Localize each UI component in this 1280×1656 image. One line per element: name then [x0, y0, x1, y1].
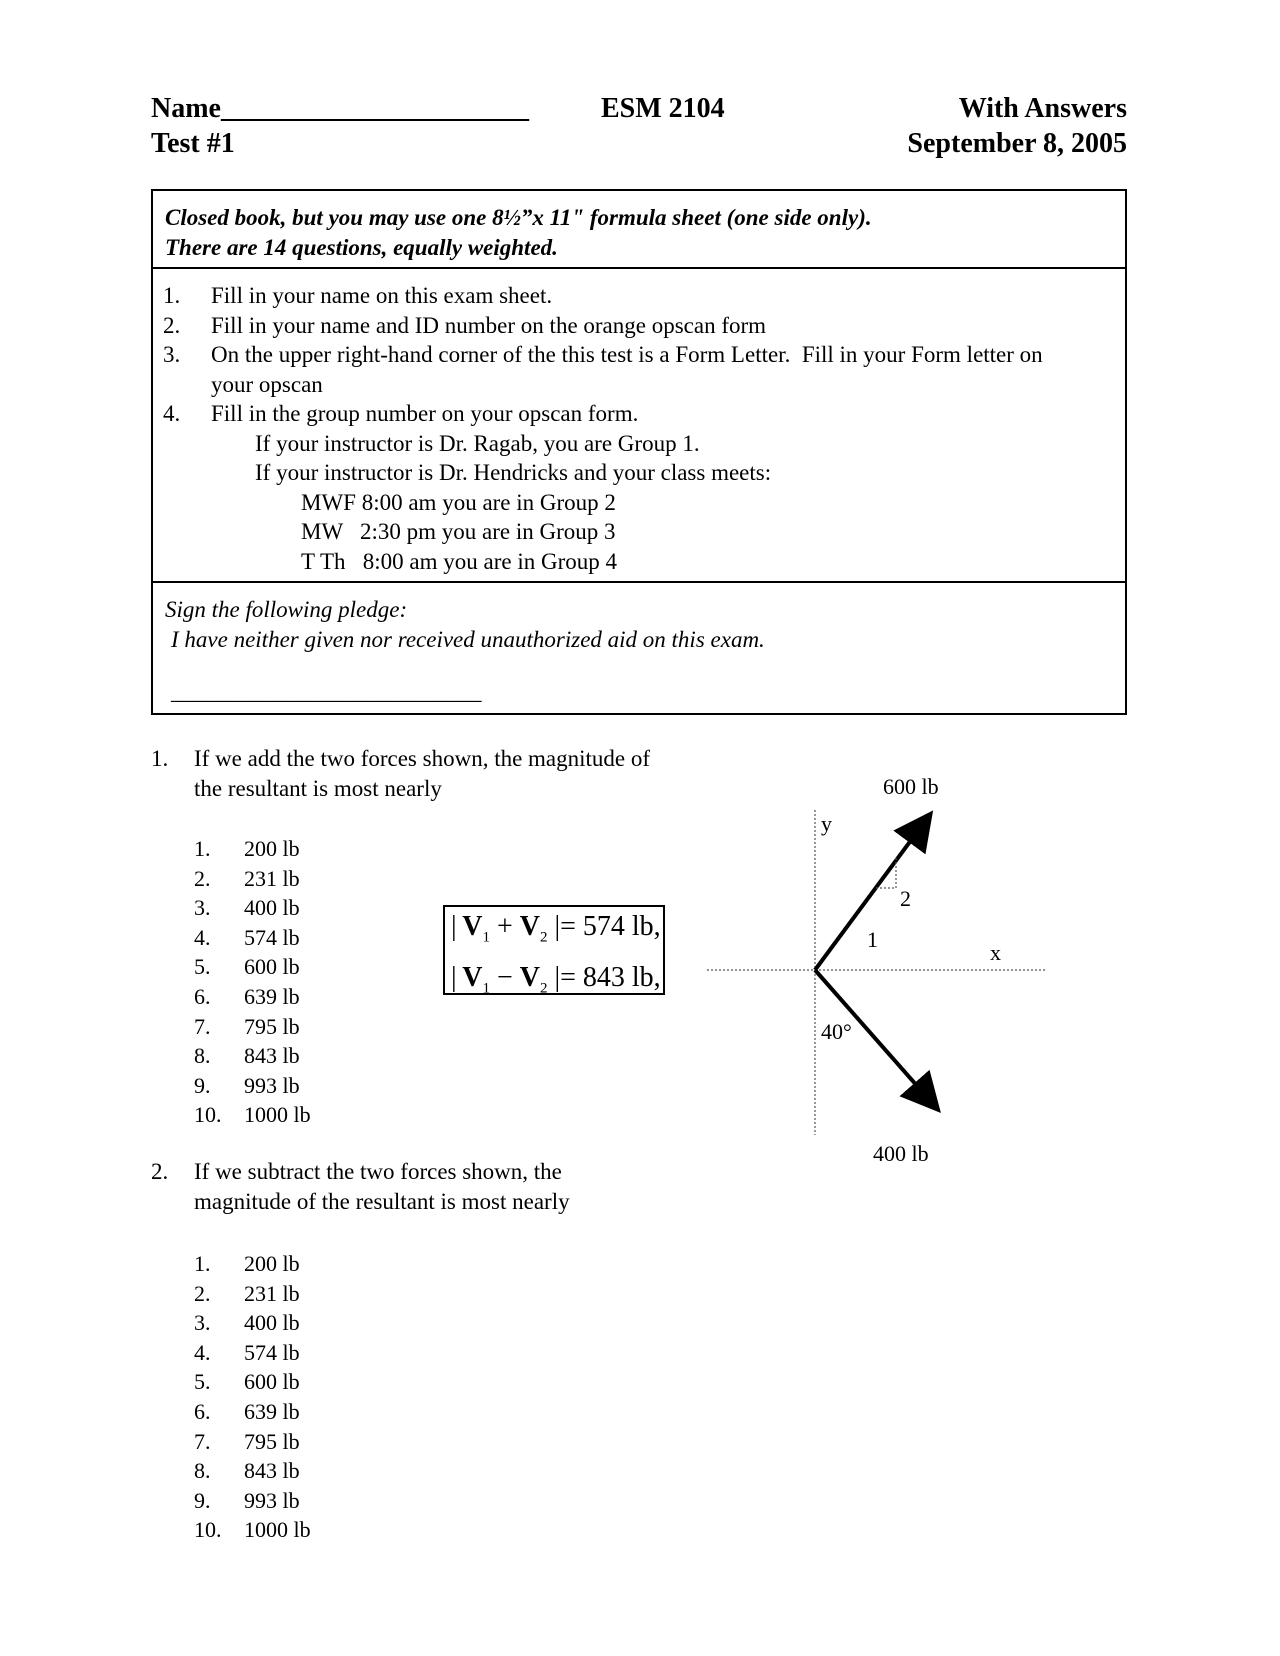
vector-symbol: V: [519, 961, 540, 993]
pledge-section: [153, 583, 1125, 713]
instruction-item: [163, 399, 1115, 429]
sum-value: = 574 lb,: [560, 911, 661, 942]
answer-option[interactable]: [194, 1515, 311, 1545]
answer-option[interactable]: [194, 834, 311, 864]
option-value: 574 lb: [244, 924, 300, 950]
vector-symbol: V: [462, 961, 483, 993]
slope-rise-label: 2: [900, 886, 911, 911]
vector-symbol: V: [519, 911, 540, 942]
force-600-label: 600 lb: [883, 774, 939, 799]
question-line: If we subtract the two forces shown, the: [194, 1159, 562, 1184]
option-value: 231 lb: [244, 1280, 300, 1306]
group-line-hendricks: If your instructor is Dr. Hendricks and your class meets:: [255, 460, 772, 485]
question-line: If we add the two forces shown, the magnitude of: [194, 746, 651, 771]
answer-option[interactable]: [194, 1486, 311, 1516]
option-value: 231 lb: [244, 865, 300, 891]
force-400-label: 400 lb: [873, 1141, 929, 1166]
instruction-item: [163, 340, 1115, 370]
option-value: 600 lb: [244, 1369, 300, 1395]
instruction-item: [163, 311, 1115, 341]
question-1-options: [194, 834, 311, 1130]
answer-option[interactable]: [194, 1279, 311, 1309]
option-value: 639 lb: [244, 1398, 300, 1424]
force-diagram: [690, 770, 1060, 1180]
rules-section: [153, 191, 1125, 269]
answer-option[interactable]: [194, 893, 311, 923]
answer-box: [443, 905, 665, 995]
answer-option[interactable]: [194, 1071, 311, 1101]
subscript: 2: [539, 929, 548, 946]
subscript: 1: [482, 980, 490, 997]
instruction-continuation: [163, 370, 1115, 400]
question-line: magnitude of the resultant is most nearly: [194, 1189, 570, 1214]
question-2-text: [194, 1157, 570, 1217]
option-value: 200 lb: [244, 836, 300, 861]
answer-option[interactable]: [194, 1338, 311, 1368]
answers-label: With Answers: [958, 93, 1127, 124]
pledge-title: Sign the following pledge:: [165, 597, 408, 622]
option-value: 795 lb: [244, 1428, 300, 1454]
option-value: 400 lb: [244, 895, 300, 921]
instruction-number: 3.: [163, 342, 181, 367]
answer-option[interactable]: [194, 864, 311, 894]
option-number: 9.: [194, 1487, 211, 1513]
option-number: 5.: [194, 954, 211, 980]
option-value: 1000 lb: [244, 1102, 311, 1128]
rules-line-1: Closed book, but you may use one 8½”x 11" formula sheet (one side only).: [165, 205, 872, 230]
schedule-line: MW 2:30 pm you are in Group 3: [301, 519, 616, 544]
question-1-text: [194, 744, 650, 804]
answer-option[interactable]: [194, 1041, 311, 1071]
vector-symbol: V: [462, 911, 483, 942]
option-number: 10.: [194, 1517, 222, 1543]
answer-option[interactable]: [194, 1367, 311, 1397]
question-line: the resultant is most nearly: [194, 776, 442, 801]
question-number: 2.: [151, 1159, 169, 1184]
answer-option[interactable]: [194, 1456, 311, 1486]
instruction-number: 1.: [163, 283, 181, 308]
option-number: 5.: [194, 1369, 211, 1395]
test-number: Test #1: [151, 128, 235, 159]
question-2-options: [194, 1249, 311, 1545]
name-field-label: Name______________________: [151, 93, 529, 124]
answer-option[interactable]: [194, 1427, 311, 1457]
instruction-text: On the upper right-hand corner of the this test is a Form Letter. Fill in your Form letter on: [211, 342, 1043, 367]
option-number: 3.: [194, 895, 211, 921]
option-number: 7.: [194, 1428, 211, 1454]
pledge-text: I have neither given nor received unauthorized aid on this exam.: [171, 627, 765, 652]
group-line-ragab: If your instructor is Dr. Ragab, you are Group 1.: [255, 430, 700, 456]
y-axis-label: y: [821, 811, 832, 836]
answer-option[interactable]: [194, 1249, 311, 1279]
rules-line-2: There are 14 questions, equally weighted.: [165, 235, 558, 260]
option-value: 1000 lb: [244, 1517, 311, 1543]
sum-answer: | $V_1 + V_2$ |= 574 lb,: [451, 911, 661, 946]
signature-line[interactable]: ___________________________: [171, 679, 482, 704]
answer-option[interactable]: [194, 1100, 311, 1130]
answer-option[interactable]: [194, 1308, 311, 1338]
difference-value: = 843 lb,: [560, 961, 661, 993]
option-number: 2.: [194, 1280, 211, 1306]
answer-option[interactable]: [194, 1397, 311, 1427]
option-value: 200 lb: [244, 1251, 300, 1276]
option-value: 639 lb: [244, 983, 300, 1009]
option-value: 993 lb: [244, 1072, 300, 1098]
x-axis-label: x: [990, 940, 1001, 965]
course-code: ESM 2104: [601, 93, 725, 124]
option-value: 574 lb: [244, 1339, 300, 1365]
angle-label: 40°: [821, 1019, 852, 1044]
instruction-text: your opscan: [211, 371, 323, 397]
difference-answer: | $V_1 - V_2$ |= 843 lb,: [451, 961, 661, 997]
option-value: 843 lb: [244, 1043, 300, 1069]
option-number: 4.: [194, 1339, 211, 1365]
instructions-list: [153, 269, 1125, 583]
option-value: 843 lb: [244, 1458, 300, 1484]
option-number: 2.: [194, 865, 211, 891]
option-number: 1.: [194, 1251, 211, 1276]
option-number: 1.: [194, 836, 211, 861]
option-number: 3.: [194, 1310, 211, 1336]
option-value: 993 lb: [244, 1487, 300, 1513]
option-number: 8.: [194, 1458, 211, 1484]
option-value: 400 lb: [244, 1310, 300, 1336]
subscript: 1: [482, 929, 490, 946]
option-value: 795 lb: [244, 1013, 300, 1039]
instruction-number: 4.: [163, 401, 181, 426]
answer-option[interactable]: [194, 952, 311, 982]
option-number: 6.: [194, 1398, 211, 1424]
question-number: 1.: [151, 746, 169, 771]
instruction-text: Fill in your name and ID number on the orange opscan form: [211, 312, 767, 338]
exam-date: September 8, 2005: [907, 128, 1127, 159]
option-number: 9.: [194, 1072, 211, 1098]
option-number: 6.: [194, 983, 211, 1009]
instruction-text: Fill in the group number on your opscan form.: [211, 401, 639, 426]
option-number: 4.: [194, 924, 211, 950]
option-value: 600 lb: [244, 954, 300, 980]
instruction-number: 2.: [163, 312, 181, 338]
answer-option[interactable]: [194, 923, 311, 953]
answer-option[interactable]: [194, 1012, 311, 1042]
schedule-line: T Th 8:00 am you are in Group 4: [301, 548, 617, 574]
answer-option[interactable]: [194, 982, 311, 1012]
instruction-text: Fill in your name on this exam sheet.: [211, 283, 553, 308]
instruction-item: [163, 281, 1115, 311]
instructions-box: [151, 189, 1127, 715]
slope-run-label: 1: [867, 927, 878, 952]
option-number: 10.: [194, 1102, 222, 1128]
option-number: 8.: [194, 1043, 211, 1069]
option-number: 7.: [194, 1013, 211, 1039]
schedule-line: MWF 8:00 am you are in Group 2: [301, 489, 616, 515]
subscript: 2: [539, 980, 548, 997]
